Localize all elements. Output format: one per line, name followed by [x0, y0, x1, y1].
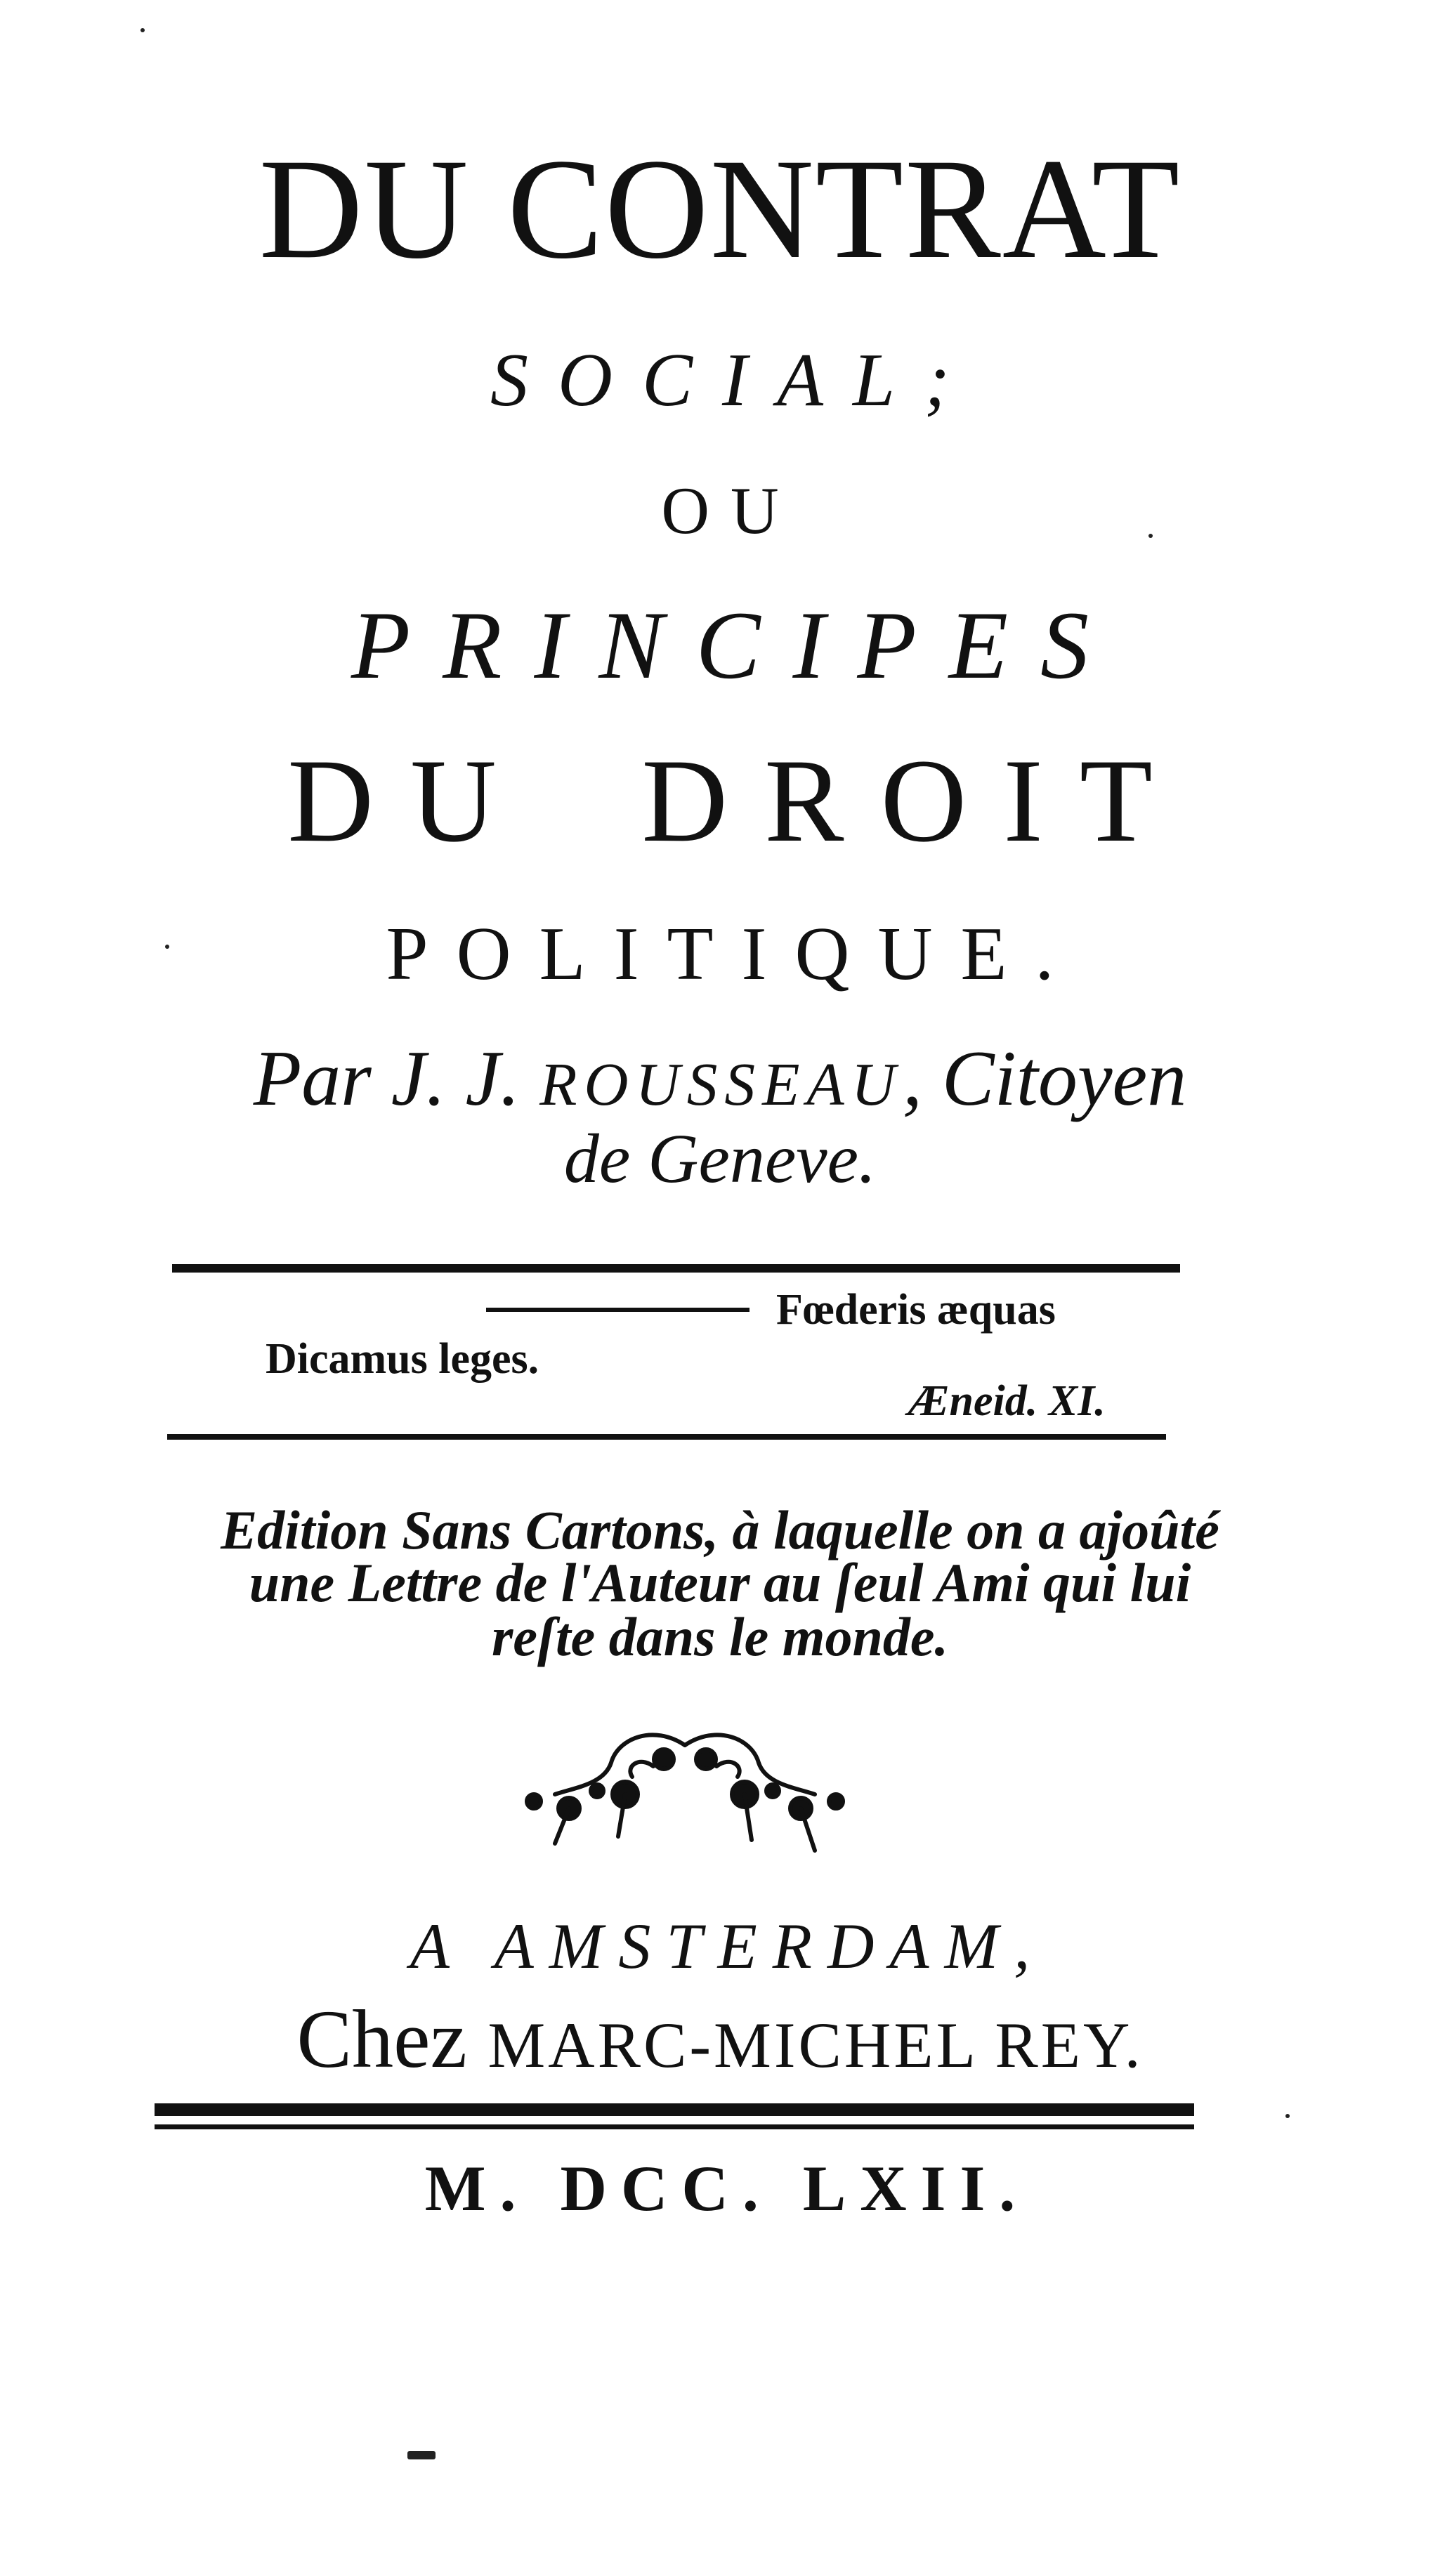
title-line-6: POLITIQUE. [386, 912, 1082, 996]
specks [140, 28, 145, 32]
epigraph-dash [486, 1308, 750, 1312]
floral-ornament [513, 1724, 857, 1854]
speck [407, 2451, 436, 2459]
title-line-3: OU [661, 473, 800, 548]
speck [1148, 534, 1153, 538]
publisher-prefix: Chez [296, 1993, 467, 2085]
imprint-date: M. DCC. LXII. [424, 2153, 1030, 2224]
author-prefix: Par J. J. [253, 1035, 521, 1122]
publisher-name: MARC-MICHEL REY. [487, 2009, 1144, 2081]
title-line-2: SOCIAL; [490, 339, 979, 422]
imprint-thin-rule [155, 2124, 1194, 2129]
edition-note-line-1: Edition Sans Cartons, à laquelle on a ajoûté [221, 1499, 1219, 1560]
epigraph-line-2: Dicamus leges. [266, 1335, 539, 1383]
author-name: ROUSSEAU [539, 1050, 903, 1118]
title-line-4: PRINCIPES [351, 591, 1122, 699]
top-rule [172, 1264, 1180, 1273]
author-line [0, 1035, 1440, 1122]
epigraph-line-1: Fœderis æquas [776, 1286, 1056, 1334]
epigraph-source: Æneid. XI. [908, 1377, 1106, 1425]
edition-note-line-3: reſte dans le monde. [492, 1606, 948, 1667]
bottom-epigraph-rule [167, 1434, 1166, 1440]
speck [165, 945, 169, 949]
imprint-publisher [0, 1993, 1440, 2085]
speck [1285, 2114, 1290, 2118]
title-line-1: DU CONTRAT [258, 129, 1182, 289]
author-suffix: , Citoyen [902, 1035, 1187, 1122]
title-line-5: DU DROIT [287, 735, 1189, 867]
imprint-thick-rule [155, 2103, 1194, 2116]
imprint-place: A AMSTERDAM, [410, 1910, 1046, 1982]
author-line-2: de Geneve. [563, 1119, 877, 1197]
edition-note-line-2: une Lettre de l'Auteur au ſeul Ami qui lui [249, 1552, 1191, 1613]
